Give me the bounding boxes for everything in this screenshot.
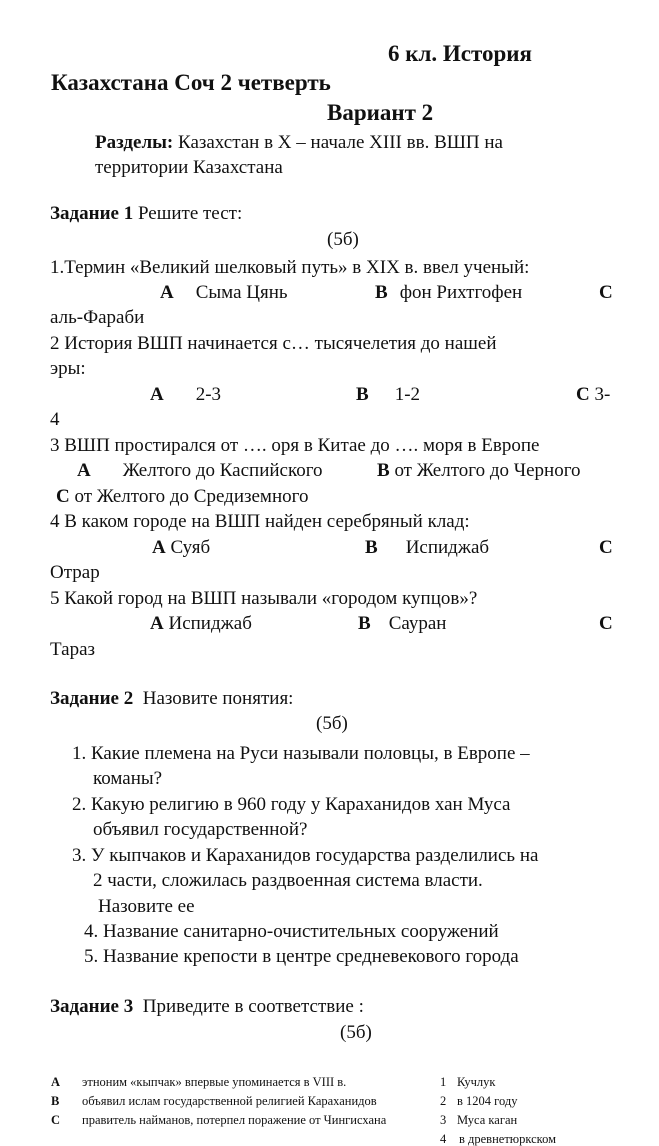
task3-points: (5б) (340, 1022, 372, 1043)
q5-option-a: A Испиджаб (150, 613, 252, 634)
q5-option-c-text: Тараз (50, 639, 96, 660)
task2-item-5: 5. Название крепости в центре средневекового города (84, 946, 519, 967)
task2-instruction: Назовите понятия: (142, 688, 294, 709)
sections-text1: Казахстан в X – начале XIII вв. ВШП на (178, 132, 503, 153)
match-right-text-2: в 1204 году (457, 1094, 518, 1108)
q4-option-c: C (599, 537, 613, 558)
q3-option-c: C от Желтого до Средиземного (56, 486, 309, 507)
question-5: 5 Какой город на ВШП называли «городом купцов»? (50, 588, 478, 609)
q2-option-b: B 1-2 (356, 384, 421, 405)
q5-option-b: B Сауран (358, 613, 447, 634)
sections-label: Разделы: (95, 132, 174, 153)
question-4: 4 В каком городе на ВШП найден серебряный клад: (50, 511, 470, 532)
task2-item-3-line3: Назовите ее (98, 896, 195, 917)
header-line1: 6 кл. История (388, 41, 532, 66)
task2-item-4: 4. Название санитарно-очистительных сооружений (84, 921, 499, 942)
task2-title: Задание 2 (50, 688, 134, 709)
q3-option-b: B от Желтого до Черного (377, 460, 581, 481)
match-left-letter-a: A (51, 1075, 61, 1089)
task1-heading (50, 204, 242, 223)
q2-option-c: C 3- (576, 384, 611, 405)
match-right-num-2: 2 (440, 1094, 447, 1108)
match-left-text-c: правитель найманов, потерпел поражение от Чингисхана (82, 1113, 387, 1127)
sections-line2: территории Казахстана (95, 157, 283, 178)
q4-option-b: B Испиджаб (365, 537, 490, 558)
q1-option-c: C (599, 282, 613, 303)
task3-heading (50, 997, 364, 1016)
q4-option-a: A Суяб (152, 537, 211, 558)
task1-instruction: Решите тест: (137, 203, 243, 224)
question-2-line1: 2 История ВШП начинается с… тысячелетия до нашей (50, 333, 497, 354)
q2-option-a: A 2-3 (150, 384, 222, 405)
match-right-text-4: в древнетюркском (459, 1132, 557, 1146)
match-right-num-4: 4 (440, 1132, 447, 1146)
sections-line1 (95, 133, 503, 152)
task3-instruction: Приведите в соответствие : (142, 996, 364, 1017)
task2-item-1-line1: 1. Какие племена на Руси называли половцы, в Европе – (72, 743, 530, 764)
q4-option-c-text: Отрар (50, 562, 100, 583)
question-1: 1.Термин «Великий шелковый путь» в XIX в. ввел ученый: (50, 257, 530, 278)
q2-option-c-tail: 4 (50, 409, 60, 430)
task2-item-1-line2: команы? (93, 768, 163, 789)
task1-points: (5б) (327, 229, 359, 250)
q1-option-c-text: аль-Фараби (50, 307, 145, 328)
match-left-letter-b: B (51, 1094, 60, 1108)
task2-item-2-line1: 2. Какую религию в 960 году у Караханидов хан Муса (72, 794, 511, 815)
task2-points: (5б) (316, 713, 348, 734)
task2-item-3-line2: 2 части, сложилась раздвоенная система власти. (93, 870, 483, 891)
q1-option-b: B фон Рихтгофен (375, 282, 523, 303)
match-right-text-1: Кучлук (457, 1075, 496, 1089)
match-right-num-1: 1 (440, 1075, 447, 1089)
match-left-letter-c: C (51, 1113, 61, 1127)
question-3: 3 ВШП простирался от …. оря в Китае до …. моря в Европе (50, 435, 540, 456)
match-right-text-3: Муса каган (457, 1113, 518, 1127)
q3-option-a: A Желтого до Каспийского (77, 460, 323, 481)
task1-title: Задание 1 (50, 203, 134, 224)
task2-item-3-line1: 3. У кыпчаков и Караханидов государства разделились на (72, 845, 539, 866)
q1-option-a: A Сыма Цянь (160, 282, 288, 303)
task2-heading (50, 689, 293, 708)
header-line2: Казахстана Соч 2 четверть (51, 70, 331, 95)
match-left-text-a: этноним «кыпчак» впервые упоминается в VIII в. (82, 1075, 347, 1089)
variant-title: Вариант 2 (327, 100, 434, 125)
task2-item-2-line2: объявил государственной? (93, 819, 308, 840)
q5-option-c: C (599, 613, 613, 634)
match-right-num-3: 3 (440, 1113, 447, 1127)
match-left-text-b: объявил ислам государственной религией Караханидов (82, 1094, 377, 1108)
task3-title: Задание 3 (50, 996, 134, 1017)
question-2-line2: эры: (50, 358, 86, 379)
